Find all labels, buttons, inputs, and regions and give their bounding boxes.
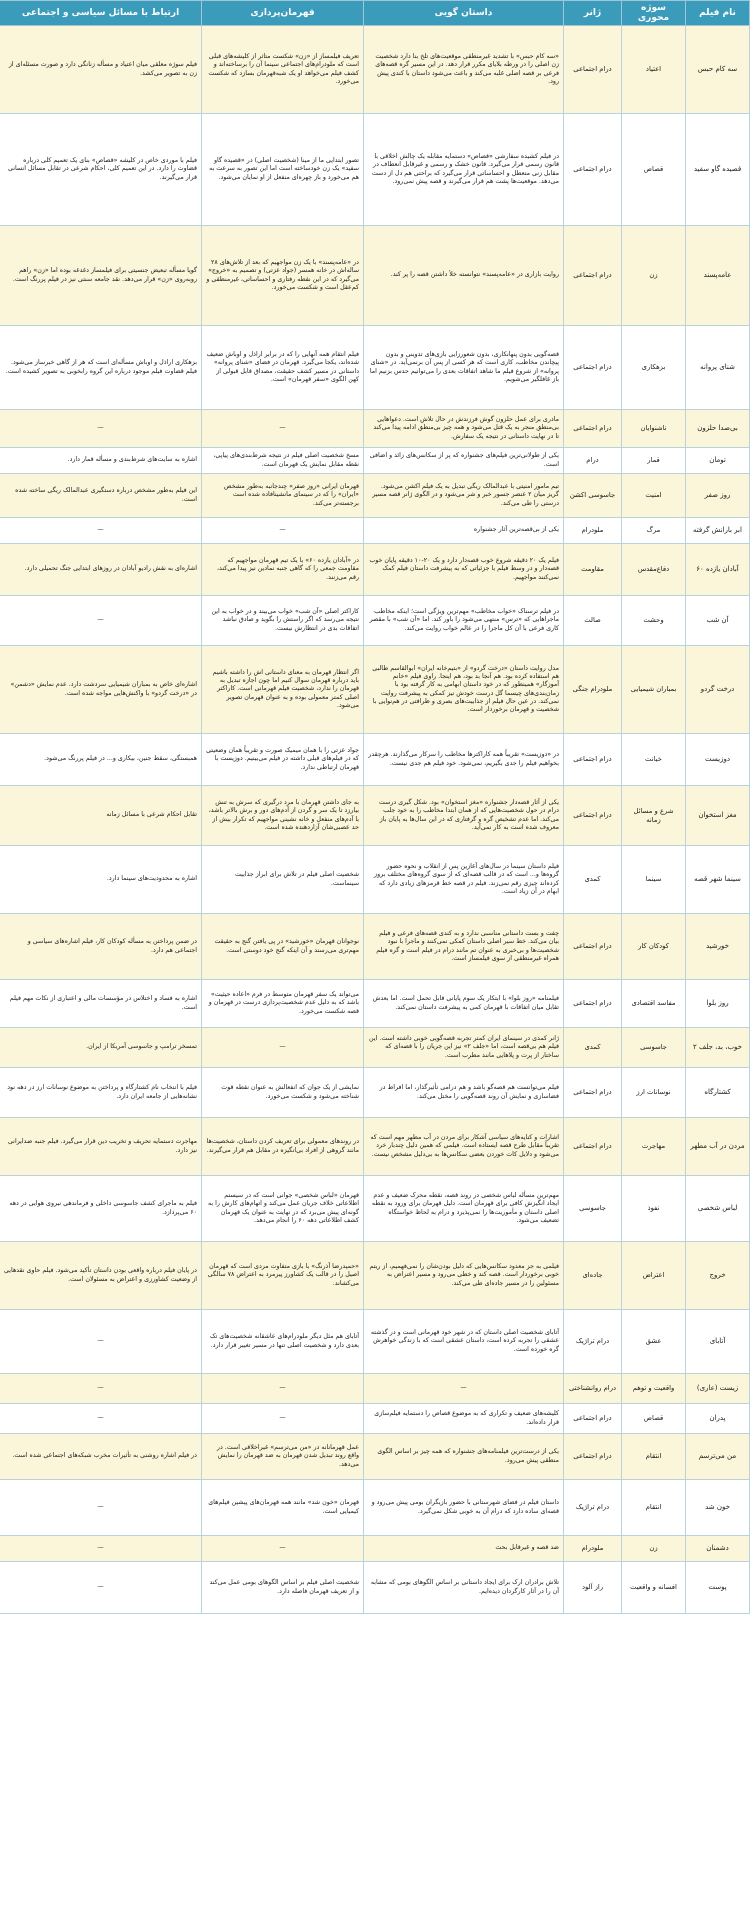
cell-story: فیلم می‌توانست هم قصه‌گو باشد و هم درامی تأثیرگذار، اما افراط در فضاسازی و نمایش آن روند قصه‌گویی را مختل می‌کند. bbox=[364, 1068, 564, 1118]
table-row bbox=[0, 26, 750, 114]
cell-hero: عمل قهرمانانه در «من می‌ترسم» غیراخلاقی است. در واقع روند تبدیل شدن قهرمان به ضد قهرمان را نمایش می‌دهد. bbox=[202, 1434, 364, 1480]
table-row bbox=[0, 410, 750, 448]
cell-story: فیلم یک ۲۰ دقیقه شروع خوب قصه‌دار دارد و یک ۲۰-۱۰ دقیقه پایان خوب قصه‌دار و در وسط فیلم با جزئیاتی که به پیشرفت داستان فیلم کمک نمی‌کنند مواجهیم. bbox=[364, 544, 564, 596]
cell-topic: انتقام bbox=[622, 1480, 686, 1536]
cell-story: قصه‌گویی بدون پنهانکاری، بدون شعورزایی بازی‌های تدوینی و بدون پیچاندن مخاطب، کاری است که هر کسی از پس آن برنمی‌آید. در «شنای پروانه» از شروع فیلم ما شاهد اتفاقات بعدی را می‌توانیم حدس بزنیم اما باز غافلگیر می‌شویم. bbox=[364, 326, 564, 410]
cell-film: درخت گردو bbox=[686, 646, 750, 734]
cell-story: چفت و بست داستانی مناسبی ندارد و به کندی قصه‌های فرعی و فیلم بیان می‌کند. خط سیر اصلی داستان کمکی نمی‌کنند و ماجرا با نبود شخصیت‌ها و بی‌خبری به عنوان تم مانند درام در فیلم است و گره فیلم همراه غیرمنطقی از سوی فیلمساز است. bbox=[364, 914, 564, 980]
cell-genre: درام اجتماعی bbox=[564, 1068, 622, 1118]
cell-story: مهم‌ترین مسأله لباس شخصی در روند قصه، نقطه محرک ضعیف و عدم ایجاد انگیزش کافی برای قهرمان است. دلیل قهرمان برای ورود به نقطه اصلی داستان و مأموریت‌ها را نمی‌پذیرد و درام به لحاظ خواستگاه تضعیف می‌شود. bbox=[364, 1176, 564, 1242]
cell-story: مدل روایت داستان «درخت گردو» از «بتیم‌خانه ایران» ابوالقاسم طالبی هم استفاده کرده بود. هم آنجا بد بود، هم اینجا. راوی فیلم «خانم آموزگار» همینطور که در خود داستان ابهامی به کار گرفته بود با زمان‌بندی‌های چیسما گل درست خودش نیز کمکی به پیشرفت روایت نمی‌کند. در عین حال فیلم از جذابیت‌های بصری و ظرافتی در هم‌نوایی با شخصیت و قهرمان برخوردار است. bbox=[364, 646, 564, 734]
cell-topic: کودکان کار bbox=[622, 914, 686, 980]
cell-film: دوزیست bbox=[686, 734, 750, 786]
cell-topic: وحشت bbox=[622, 596, 686, 646]
cell-story: فیلم داستان سینما در سال‌های آغازین پس از انقلاب و نحوه حضور گروه‌ها و... است که در قالب قصه‌ای که از سوی گروه‌های مختلف بروز کرده‌اند چیزی رقم نمی‌زند. فیلم در قصه خط قرمزهای زیادی دارد که ابهام در آن زیاد است. bbox=[364, 846, 564, 914]
table-header-row bbox=[0, 1, 750, 26]
table-row bbox=[0, 1374, 750, 1404]
cell-social: در فیلم اشاره روشنی به تأثیرات مخرب شبکه‌های اجتماعی شده است. bbox=[0, 1434, 202, 1480]
column-header-social: ارتباط با مسائل سیاسی و اجتماعی bbox=[0, 1, 202, 26]
cell-social: — bbox=[0, 596, 202, 646]
column-header-topic: سوژه محوری bbox=[622, 1, 686, 26]
cell-genre: درام اجتماعی bbox=[564, 1404, 622, 1434]
cell-film: من می‌ترسم bbox=[686, 1434, 750, 1480]
cell-topic: اعتیاد bbox=[622, 26, 686, 114]
cell-social: مهاجرت دستمایه تحریف و تخریب دین قرار می‌گیرد. فیلم جنبه ضدایرانی نیز دارد. bbox=[0, 1118, 202, 1176]
cell-film: سه کام حبس bbox=[686, 26, 750, 114]
cell-social: بزهکاری اراذل و اوباش مسأله‌ای است که هر از گاهی خبرساز می‌شود. فیلم قضاوت فیلم موجود درباره این گروه رابخوبی به تصویر کشیده است. bbox=[0, 326, 202, 410]
column-header-hero: قهرمان‌پردازی bbox=[202, 1, 364, 26]
cell-film: عامه‌پسند bbox=[686, 226, 750, 326]
cell-genre: ملودرام bbox=[564, 518, 622, 544]
cell-film: تومان bbox=[686, 448, 750, 474]
table-row bbox=[0, 1068, 750, 1118]
cell-genre: درام اجتماعی bbox=[564, 326, 622, 410]
cell-film: خوب، بد، جلف ۲ bbox=[686, 1028, 750, 1068]
cell-hero: نمایشی از یک جوان که انفعالش به عنوان نقطه قوت شناخته می‌شود و شکست می‌خورد. bbox=[202, 1068, 364, 1118]
cell-social: — bbox=[0, 1562, 202, 1614]
cell-genre: راز آلود bbox=[564, 1562, 622, 1614]
cell-story: داستان فیلم در فضای شهرستانی با حضور بازیگران بومی پیش می‌رود و قصه‌ای ساده دارد که درام آن به خوبی شکل نمی‌گیرد. bbox=[364, 1480, 564, 1536]
cell-genre: درام اجتماعی bbox=[564, 26, 622, 114]
cell-film: مغز استخوان bbox=[686, 786, 750, 846]
cell-social: — bbox=[0, 518, 202, 544]
cell-genre: درام اجتماعی bbox=[564, 1118, 622, 1176]
cell-film: شنای پروانه bbox=[686, 326, 750, 410]
cell-genre: درام تراژیک bbox=[564, 1310, 622, 1374]
table-row bbox=[0, 596, 750, 646]
cell-topic: عشق bbox=[622, 1310, 686, 1374]
cell-topic: جاسوسی bbox=[622, 1028, 686, 1068]
cell-genre: جاسوسی bbox=[564, 1176, 622, 1242]
cell-topic: افسانه و واقعیت bbox=[622, 1562, 686, 1614]
table-row bbox=[0, 326, 750, 410]
cell-social: در ضمن پرداختن به مسأله کودکان کار، فیلم اشاره‌های سیاسی و اجتماعی هم دارد. bbox=[0, 914, 202, 980]
table-row bbox=[0, 1434, 750, 1480]
table-row bbox=[0, 1480, 750, 1536]
cell-film: ابر بارانش گرفته bbox=[686, 518, 750, 544]
cell-social: — bbox=[0, 1536, 202, 1562]
cell-hero: تصور ابتدایی ما از مینا (شخصیت اصلی) در «قصیده گاو سفید» یک زن خودساخته است اما این تصور به سرعت به هم می‌خورد و باز چهره‌ای منفعل از او نمایان می‌شود. bbox=[202, 114, 364, 226]
cell-genre: جاسوسی اکشن bbox=[564, 474, 622, 518]
table-row bbox=[0, 544, 750, 596]
cell-social: — bbox=[0, 1480, 202, 1536]
cell-film: روز صفر bbox=[686, 474, 750, 518]
cell-genre: درام اجتماعی bbox=[564, 410, 622, 448]
table-row bbox=[0, 1028, 750, 1068]
cell-film: آبادان یازده ۶۰ bbox=[686, 544, 750, 596]
cell-topic: اعتراض bbox=[622, 1242, 686, 1310]
cell-hero: می‌تواند یک سفر قهرمان متوسط در فرم «اعاده حیثیت» باشد که به دلیل عدم شخصیت‌پردازی درست در قهرمان و قصه شکست می‌خورد. bbox=[202, 980, 364, 1028]
cell-story: در فیلم ترسناک «خواب مخاطب» مهم‌ترین ویژگی است؛ اینکه مخاطب ماجراهایی که «ترس» منتهی می‌شود را باور کند. اما «آن شب» با مقصر کاری فرعی با آن کل ماجرا را در عالم خواب روایت می‌کند. bbox=[364, 596, 564, 646]
cell-hero: در «آبادان یازده ۶۰» با یک تیم قهرمان مواجهیم که مقاومت جمعی را که گاهی جنبه نمادین نیز پیدا می‌کند، رقم می‌زنند. bbox=[202, 544, 364, 596]
cell-topic: مفاسد اقتصادی bbox=[622, 980, 686, 1028]
cell-hero: نوجوانان قهرمان «خورشید» در پی یافتن گنج به حقیقت مهم‌تری می‌رسند و آن اینکه گنج خود دوستی است. bbox=[202, 914, 364, 980]
cell-film: زیست (عاری) bbox=[686, 1374, 750, 1404]
cell-hero: آتابای هم مثل دیگر ملودرام‌های عاشقانه شخصیت‌های تک بعدی دارد و شخصیت اصلی تنها در مسیر تغییر قرار دارد. bbox=[202, 1310, 364, 1374]
column-header-genre: ژانر bbox=[564, 1, 622, 26]
table-row bbox=[0, 226, 750, 326]
cell-story: یکی از طولانی‌ترین فیلم‌های جشنواره که پر از سکانس‌های زائد و اضافی است. bbox=[364, 448, 564, 474]
column-header-film: نام فیلم bbox=[686, 1, 750, 26]
cell-hero: — bbox=[202, 1028, 364, 1068]
cell-genre: درام اجتماعی bbox=[564, 1434, 622, 1480]
table-body bbox=[0, 26, 750, 1614]
cell-genre: صالت bbox=[564, 596, 622, 646]
cell-film: خورشید bbox=[686, 914, 750, 980]
cell-hero: مسخ شخصیت اصلی فیلم در نتیجه شرط‌بندی‌های پیاپی، نقطه مقابل نمایش یک قهرمان است. bbox=[202, 448, 364, 474]
cell-story: — bbox=[364, 1374, 564, 1404]
cell-genre: درام bbox=[564, 448, 622, 474]
table-row bbox=[0, 646, 750, 734]
cell-story: تلاش برادران ارک برای ایجاد داستانی بر اساس الگوهای بومی که مشابه آن را در آثار کارگردان دیده‌ایم. bbox=[364, 1562, 564, 1614]
cell-genre: درام اجتماعی bbox=[564, 980, 622, 1028]
cell-topic: بزهکاری bbox=[622, 326, 686, 410]
cell-hero: قهرمان «خون شد» مانند همه قهرمان‌های پیشین فیلم‌های کیمیایی است. bbox=[202, 1480, 364, 1536]
cell-film: خروج bbox=[686, 1242, 750, 1310]
cell-social: تقابل احکام شرعی با مسائل زمانه bbox=[0, 786, 202, 846]
cell-hero: قهرمان «لباس شخصی» جوانی است که در سیستم اطلاعاتی خلاف جریان عمل می‌کند و اتهام‌های کارش را به گونه‌ای پیش می‌برد که در نهایت به عنوان یک قهرمان کشف اطلاعاتی دهه ۶۰ را انجام می‌دهد. bbox=[202, 1176, 364, 1242]
cell-story: روایت بازاری در «عامه‌پسند» نتوانسته خلأ داشتن قصه را پر کند. bbox=[364, 226, 564, 326]
table-row bbox=[0, 474, 750, 518]
cell-hero: قهرمان ایرانی «روز صفر» چندجانبه به‌طور مشخص «ایران» را که در سینمای مانشینافاده شده است برجسته‌تر می‌کند. bbox=[202, 474, 364, 518]
cell-genre: جاده‌ای bbox=[564, 1242, 622, 1310]
cell-topic: مرگ bbox=[622, 518, 686, 544]
cell-social: — bbox=[0, 410, 202, 448]
cell-hero: کاراکتر اصلی «آن شب» خواب می‌بیند و در خواب به این نتیجه می‌رسد که اگر راستش را بگوید و صادق نباشد اتفاقات بدی در انتظارش نیست. bbox=[202, 596, 364, 646]
cell-genre: کمدی bbox=[564, 1028, 622, 1068]
cell-social: فیلم با انتخاب نام کشتارگاه و پرداختن به موضوع نوسانات ارز در دهه نود نشانه‌هایی از جامعه ایران دارد. bbox=[0, 1068, 202, 1118]
cell-hero: — bbox=[202, 1404, 364, 1434]
cell-hero: شخصیت اصلی فیلم بر اساس الگوهای بومی عمل می‌کند و از تعریف قهرمان فاصله دارد. bbox=[202, 1562, 364, 1614]
cell-film: کشتارگاه bbox=[686, 1068, 750, 1118]
cell-hero: در «عامه‌پسند» با یک زن مواجهیم که بعد از تلاش‌های ۲۸ ساله‌اش در خانه همسر (جواد عزتی) و تصمیم به «خروج» می‌گیرد که در این نقطه رفتاری و احساساتی، غیرمنطقی و کم‌عقل است و شکست می‌خورد. bbox=[202, 226, 364, 326]
cell-genre: درام اجتماعی bbox=[564, 914, 622, 980]
cell-film: آتابای bbox=[686, 1310, 750, 1374]
cell-genre: درام اجتماعی bbox=[564, 114, 622, 226]
cell-topic: واقعیت و توهم bbox=[622, 1374, 686, 1404]
cell-genre: ملودرام bbox=[564, 1536, 622, 1562]
cell-film: خون شد bbox=[686, 1480, 750, 1536]
cell-film: سینما شهر قصه bbox=[686, 846, 750, 914]
cell-film: دشمنان bbox=[686, 1536, 750, 1562]
cell-hero: اگر انتظار قهرمان به معنای داستانی اش را داشته باشیم باید درباره قهرمان سوال کنیم اما چون اجازه تبدیل به قهرمان را ندارد، شخصیت فیلم قهرمانی است. کاراکتر اصلی کمتر معمولی بوده و به عنوان قهرمان تصویر می‌شود. bbox=[202, 646, 364, 734]
cell-film: قصیده گاو سفید bbox=[686, 114, 750, 226]
cell-story: تیم مامور امنیتی با عبدالمالک ریگی تبدیل به یک فیلم اکشن می‌شود. گریز میان ۲ عنصر جسور خبر و شر می‌شود و در الگوی ژانر قصه مسیر درستی را طی می‌کند. bbox=[364, 474, 564, 518]
cell-story: آتابای شخصیت اصلی داستان که در شهر خود قهرمانی است و در گذشته عشقی را تجربه کرده است، داستان عشقی است که با زندگی خواهرش گره خورده است. bbox=[364, 1310, 564, 1374]
cell-genre: درام اجتماعی bbox=[564, 226, 622, 326]
cell-social: اشاره به فساد و اختلاس در مؤسسات مالی و اعتباری از نکات مهم فیلم است. bbox=[0, 980, 202, 1028]
table-row bbox=[0, 448, 750, 474]
cell-social: — bbox=[0, 1310, 202, 1374]
table-row bbox=[0, 1176, 750, 1242]
cell-story: ضد قصه و غیرقابل بحث bbox=[364, 1536, 564, 1562]
cell-hero: تعریف فیلمساز از «زن» شکست متاثر از کلیشه‌های قبلی است که ملودرام‌های اجتماعی سینما آن را برساخته‌اند و کشف فیلم می‌خواهد او یک شبه‌قهرمان بسازد که شکست می‌خورد. bbox=[202, 26, 364, 114]
cell-hero: در روندهای معمولی برای تعریف کردن داستان، شخصیت‌ها مانند گروهی از افراد بی‌انگیزه در مقابل هم قرار می‌گیرند. bbox=[202, 1118, 364, 1176]
cell-topic: نفوذ bbox=[622, 1176, 686, 1242]
table-row bbox=[0, 1562, 750, 1614]
table-row bbox=[0, 1310, 750, 1374]
cell-story: یکی از آثار قصه‌دار جشنواره «مغز استخوان» بود. شکل گیری درست درام در حول شخصیت‌هایی که از همان ابتدا مخاطب را به خود جلب می‌کند. اما عدم تشخیص گره و گرفتاری که در این سال‌ها به پایان باز معروف شده است به کار نمی‌آید. bbox=[364, 786, 564, 846]
cell-topic: زن bbox=[622, 1536, 686, 1562]
column-header-story: داستان گویی bbox=[364, 1, 564, 26]
cell-hero: به جای داشتن قهرمان با مرد درگیری که سرش به تنش بیارزد تا یک سر و گردن از آدم‌های دور و برش بالاتر باشد، با آدم‌های منفعل و خانه نشینی مواجهیم که تکرار بیش از حد عصبی‌شان آزاردهنده شده است. bbox=[202, 786, 364, 846]
cell-social: اشاره‌ای خاص به بمباران شیمیایی سردشت دارد. عدم نمایش «دشمن» در «درخت گردو» با واکنش‌هایی مواجه شده است. bbox=[0, 646, 202, 734]
cell-social: — bbox=[0, 1404, 202, 1434]
cell-story: فیلمی به جز معدود سکانس‌هایی که دلیل بودن‌شان را نمی‌فهمیم، از ریتم خوبی برخوردار است. قصه کند و خطی می‌رود و مسیر اعتراض به مسئولین را در مسیر جاده‌ای طی می‌کند. bbox=[364, 1242, 564, 1310]
cell-hero: — bbox=[202, 410, 364, 448]
table-row bbox=[0, 114, 750, 226]
cell-story: کلیشه‌های ضعیف و تکراری که به موضوع قصاص را دستمایه فیلم‌سازی قرار داده‌اند. bbox=[364, 1404, 564, 1434]
cell-social: اشاره‌ای به نقش رادیو آبادان در روزهای ابتدایی جنگ تحمیلی دارد. bbox=[0, 544, 202, 596]
table-row bbox=[0, 518, 750, 544]
cell-social: اشاره به سایت‌های شرط‌بندی و مسأله قمار دارد. bbox=[0, 448, 202, 474]
cell-topic: نوسانات ارز bbox=[622, 1068, 686, 1118]
table-row bbox=[0, 1118, 750, 1176]
cell-genre: مقاومت bbox=[564, 544, 622, 596]
cell-topic: سینما bbox=[622, 846, 686, 914]
cell-social: همبستگی، سقط جنین، بیکاری و... در فیلم پررنگ می‌شود. bbox=[0, 734, 202, 786]
cell-genre: درام تراژیک bbox=[564, 1480, 622, 1536]
table-row bbox=[0, 1536, 750, 1562]
cell-story: ژانر کمدی در سینمای ایران کمتر تجربه قصه‌گویی خوبی داشته است. این فیلم هم بی‌قصه است، اما «جلف ۲» نیز این جریان را با قصه‌ای که ساختار از پرت و پلاهایی مانند مطرب است. bbox=[364, 1028, 564, 1068]
cell-social: تمسخر ترامپ و جاسوسی آمریکا از ایران. bbox=[0, 1028, 202, 1068]
cell-film: مردن در آب مطهر bbox=[686, 1118, 750, 1176]
cell-topic: دفاع‌مقدس bbox=[622, 544, 686, 596]
cell-social: — bbox=[0, 1374, 202, 1404]
cell-genre: کمدی bbox=[564, 846, 622, 914]
cell-story: در «دوزیست» تقریباً همه کاراکترها مخاطب را سرکار می‌گذارند. هرچقدر بخواهیم فیلم را جدی بگیریم، نمی‌شود. خود فیلم هم جدی نیست. bbox=[364, 734, 564, 786]
cell-social: اشاره به محدودیت‌های سینما دارد. bbox=[0, 846, 202, 914]
cell-story: مادری برای عمل حلزون گوش فرزندش در حال تلاش است. دعواهایی بی‌منطق منجر به یک قتل می‌شود و همه چیز بی‌منطق ادامه پیدا می‌کند تا در نهایت داستانی در نتیجه یک سفارش. bbox=[364, 410, 564, 448]
cell-film: پوست bbox=[686, 1562, 750, 1614]
cell-social: گویا مسأله تبعیض جنسیتی برای فیلمساز دغدغه بوده اما «زن» راهم روبه‌روی «زن» قرار می‌دهد. نقد جامعه سنتی نیز در فیلم پررنگ است. bbox=[0, 226, 202, 326]
cell-topic: ناشنوایان bbox=[622, 410, 686, 448]
cell-topic: قصاص bbox=[622, 114, 686, 226]
cell-story: در فیلم کشیده سفارشی «قصاص» دستمایه مقابله یک چالش اخلاقی با قانون رسمی قرار می‌گیرد. قانون خشک و رسمی و غیرقابل انعطاف در مقابل زنی متعطل و احساساتی قرار می‌گیرد که براحتی هم دل از دست می‌دهد. موقعیت‌ها پشت هم قرار می‌گیرند و قصه پیش نمی‌رود. bbox=[364, 114, 564, 226]
cell-film: آن شب bbox=[686, 596, 750, 646]
cell-topic: بمباران شیمیایی bbox=[622, 646, 686, 734]
cell-hero: — bbox=[202, 1536, 364, 1562]
cell-genre: ملودرام جنگی bbox=[564, 646, 622, 734]
cell-story: یکی از درست‌ترین فیلمنامه‌های جشنواره که همه چیز بر اساس الگوی منطقی پیش می‌رود. bbox=[364, 1434, 564, 1480]
cell-story: فیلمنامه «روز بلوا» با ابتکار یک سوم پایانی قابل تحمل است. اما بعدش تقابل میان اتفاقات با قهرمان کمی به پیشرفت داستان نمی‌کند. bbox=[364, 980, 564, 1028]
cell-story: یکی از بی‌قصه‌ترین آثار جشنواره bbox=[364, 518, 564, 544]
table-row bbox=[0, 1242, 750, 1310]
cell-hero: فیلم انتقام همه آنهایی را که در برابر اراذل و اوباش ضعیف شده‌اند، یکجا می‌گیرد. قهرمان در فضای «شنای پروانه» داستانی در مسیر کشف حقیقت، مصداق قابل قبولی از کهن الگوی «سفر قهرمان» است. bbox=[202, 326, 364, 410]
cell-hero: جواد عزتی را با همان میمیک صورت و تقریباً همان وضعیتی که در فیلم‌های قبلی داشته در فیلم می‌بینیم. دوزیست با قهرمان ارتباطی ندارد. bbox=[202, 734, 364, 786]
cell-topic: خیانت bbox=[622, 734, 686, 786]
cell-social: فیلم با موردی خاص در کلیشه «قصاص» بنای یک تعمیم کلی درباره قضاوت را دارد. در این تعمیم کلی، احکام شرعی در تقابل مسائل انسانی قرار می‌گیرند. bbox=[0, 114, 202, 226]
cell-topic: انتقام bbox=[622, 1434, 686, 1480]
cell-social: فیلم به ماجرای کشف جاسوسی داخلی و فرماندهی نیروی هوایی در دهه ۶۰ می‌پردازد. bbox=[0, 1176, 202, 1242]
cell-hero: شخصیت اصلی فیلم در تلاش برای ابراز جذابیت سینماست. bbox=[202, 846, 364, 914]
table-row bbox=[0, 786, 750, 846]
cell-hero: — bbox=[202, 518, 364, 544]
cell-topic: قمار bbox=[622, 448, 686, 474]
cell-hero: — bbox=[202, 1374, 364, 1404]
cell-social: در پایان فیلم درباره واقعی بودن داستان تأکید می‌شود. فیلم حاوی نقدهایی از وضعیت کشاورزی و اعتراض به مسئولان است. bbox=[0, 1242, 202, 1310]
table-row bbox=[0, 914, 750, 980]
table-row bbox=[0, 846, 750, 914]
cell-topic: زن bbox=[622, 226, 686, 326]
cell-story: اشارات و کنایه‌های سیاسی آشکار برای مردن در آب مطهر مهم است که تقریباً مقابل طرح قصه ایستاده است. فیلمی که همین دلیل چندبار خرد می‌شود و دلایل کات خوردن بعضی سکانس‌ها به بی‌دلیل مشخص نیست. bbox=[364, 1118, 564, 1176]
table-row bbox=[0, 1404, 750, 1434]
cell-topic: امنیت bbox=[622, 474, 686, 518]
cell-social: این فیلم به‌طور مشخص درباره دستگیری عبدالمالک ریگی ساخته شده است. bbox=[0, 474, 202, 518]
cell-film: پدران bbox=[686, 1404, 750, 1434]
cell-hero: «حمیدرضا آذرنگ» با بازی متفاوت مردی است که قهرمان اصیل را در قالب یک کشاورز پیرمرد به اعتراض ۷۸ سالگی می‌کشاند. bbox=[202, 1242, 364, 1310]
cell-film: بی‌صدا حلزون bbox=[686, 410, 750, 448]
cell-story: «سه کام حبس» با تشدید غیرمنطقی موقعیت‌های تلخ بنا دارد شخصیت زن اصلی را در ورطه بلایای مکرر قرار دهد. در این مسیر گره قصه‌های فرعی بر قصه اصلی غلبه می‌کند و باعث می‌شود داستان با کندی پیش رود. bbox=[364, 26, 564, 114]
table-row bbox=[0, 734, 750, 786]
cell-topic: شرع و مسائل زمانه bbox=[622, 786, 686, 846]
cell-genre: درام اجتماعی bbox=[564, 786, 622, 846]
cell-genre: درام روانشناختی bbox=[564, 1374, 622, 1404]
cell-film: روز بلوا bbox=[686, 980, 750, 1028]
cell-genre: درام اجتماعی bbox=[564, 734, 622, 786]
cell-film: لباس شخصی bbox=[686, 1176, 750, 1242]
cell-social: فیلم سوژه معلقی میان اعتیاد و مسأله زنانگی دارد و صورت مسئله‌ای از زن به تصویر می‌کشد. bbox=[0, 26, 202, 114]
cell-topic: مهاجرت bbox=[622, 1118, 686, 1176]
cell-topic: قصاص bbox=[622, 1404, 686, 1434]
table-row bbox=[0, 980, 750, 1028]
